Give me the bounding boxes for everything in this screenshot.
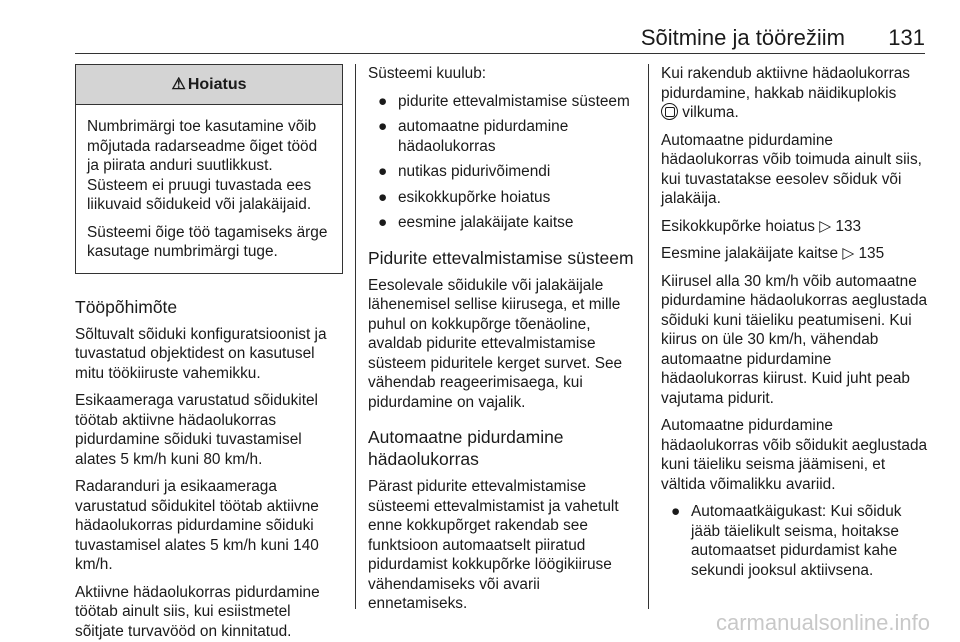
page-number: 131 — [888, 25, 925, 50]
column-right — [661, 64, 929, 586]
reference-arrow-icon: ▷ — [842, 245, 855, 262]
section-heading: Tööpõhimõte — [75, 296, 178, 317]
list-item: ● esikokkupõrke hoiatus — [378, 188, 551, 206]
paragraph: Esikaameraga varustatud sõidukitel töötab aktiivne hädaolukorras pidurdamine sõiduki tuvastamisel alates 5 km/h kuni 80 km/h. — [75, 392, 318, 468]
watermark: carmanualsonline.info — [715, 610, 930, 635]
header-title: Sõitmine ja töörežiim — [640, 25, 845, 50]
page-header — [75, 22, 925, 54]
column-divider — [648, 64, 649, 609]
paragraph: Sõltuvalt sõiduki konfiguratsioonist ja tuvastatud objektidest on kasutusel mitu töökiiruste vahemikku. — [75, 325, 327, 382]
paragraph: Kiirusel alla 30 km/h võib automaatne pidurdamine hädaolukorras aeglustada sõiduki kuni täieliku peatumiseni. Kui kiirus on üle 30 km/h, vähendab automaatne pidurdamine hädaolukorras kiirust. Kuid juht peab vajutama pidurit. — [661, 272, 928, 407]
paragraph: Aktiivne hädaolukorras pidurdamine töötab ainult siis, kui esiistmetel sõitjate turvavööd on kinnitatud. — [75, 583, 320, 640]
column-middle — [368, 64, 636, 622]
column-divider — [355, 64, 356, 609]
header-rule — [75, 53, 925, 54]
paragraph: Radaranduri ja esikaameraga varustatud sõidukitel töötab aktiivne hädaolukorras pidurdamine sõiduki tuvastamisel alates 5 km/h kuni 140 km/h. — [75, 478, 319, 573]
bullet-icon: ● — [671, 503, 681, 520]
cross-reference: Eesmine jalakäijate kaitse ▷ 135 — [661, 245, 885, 262]
bullet-icon: ● — [378, 92, 388, 110]
bullet-icon: ● — [378, 188, 388, 206]
paragraph: Pärast pidurite ettevalmistamise süsteemi ettevalmistamist ja vahetult enne kokkupõrget rakendab see funktsioon automaatselt piiratud pidurdamist kokkupõrke löögikiiruse vähendamiseks või avarii ennetamiseks. — [368, 478, 619, 612]
bullet-icon: ● — [378, 118, 388, 135]
paragraph: Kui rakendub aktiivne hädaolukorras pidurdamine, hakkab näidikuplokis vilkuma. — [661, 65, 910, 121]
system-list — [368, 92, 636, 233]
note-list — [661, 502, 929, 580]
brake-warning-lamp-icon — [661, 103, 678, 120]
bullet-icon: ● — [378, 214, 388, 231]
bullet-icon: ● — [378, 163, 388, 180]
warning-icon: ⚠ — [171, 75, 186, 93]
list-item: ● eesmine jalakäijate kaitse — [378, 214, 574, 231]
paragraph: Automaatne pidurdamine hädaolukorras võib sõidukit aeglustada kuni täieliku seisma jäämiseni, et vältida võimalikku avariid. — [661, 417, 928, 493]
list-item: ● pidurite ettevalmistamise süsteem — [378, 92, 630, 110]
warning-text: Süsteemi õige töö tagamiseks ärge kasutage numbrimärgi tuge. — [87, 223, 328, 260]
reference-page-link[interactable]: 133 — [835, 217, 862, 235]
paragraph: Automaatne pidurdamine hädaolukorras võib toimuda ainult siis, kui tuvastatakse eesolev sõiduk või jalakäija. — [661, 131, 922, 207]
list-item: ● nutikas pidurivõimendi — [378, 163, 551, 180]
warning-text: Numbrimärgi toe kasutamine võib mõjutada radarseadme õiget tööd ja piirata anduri suutlikkust. Süsteem ei pruugi tuvastada ees liikuvaid sõidukeid või jalakäijaid. — [87, 118, 318, 213]
column-left — [75, 64, 343, 642]
list-item: ● automaatne pidurdamine hädaolukorras — [378, 118, 569, 155]
cross-reference: Esikokkupõrke hoiatus ▷ 133 — [661, 217, 862, 235]
warning-title: Hoiatus — [187, 75, 247, 93]
list-item: ● Automaatkäigukast: Kui sõiduk jääb täielikult seisma, hoitakse automaatset pidurdamist kahe sekundi jooksul aktiivsena. — [671, 503, 902, 579]
section-heading: Automaatne pidurdamine hädaolukorras — [368, 427, 564, 469]
warning-box — [75, 64, 343, 274]
paragraph: Eesolevale sõidukile või jalakäijale lähenemisel sellise kiirusega, et mille puhul on kokkupõrge tõenäoline, avaldab pidurite ettevalmistamise süsteem piduritele kerget survet. See vähendab reageerimisaega, kui pidurdamine on vajalik. — [368, 276, 623, 411]
reference-page-link[interactable]: 135 — [858, 245, 885, 262]
warning-body — [76, 105, 342, 273]
section-heading: Pidurite ettevalmistamise süsteem — [368, 247, 634, 268]
paragraph: Süsteemi kuulub: — [368, 65, 487, 82]
warning-header — [76, 65, 342, 105]
reference-arrow-icon: ▷ — [819, 217, 832, 235]
